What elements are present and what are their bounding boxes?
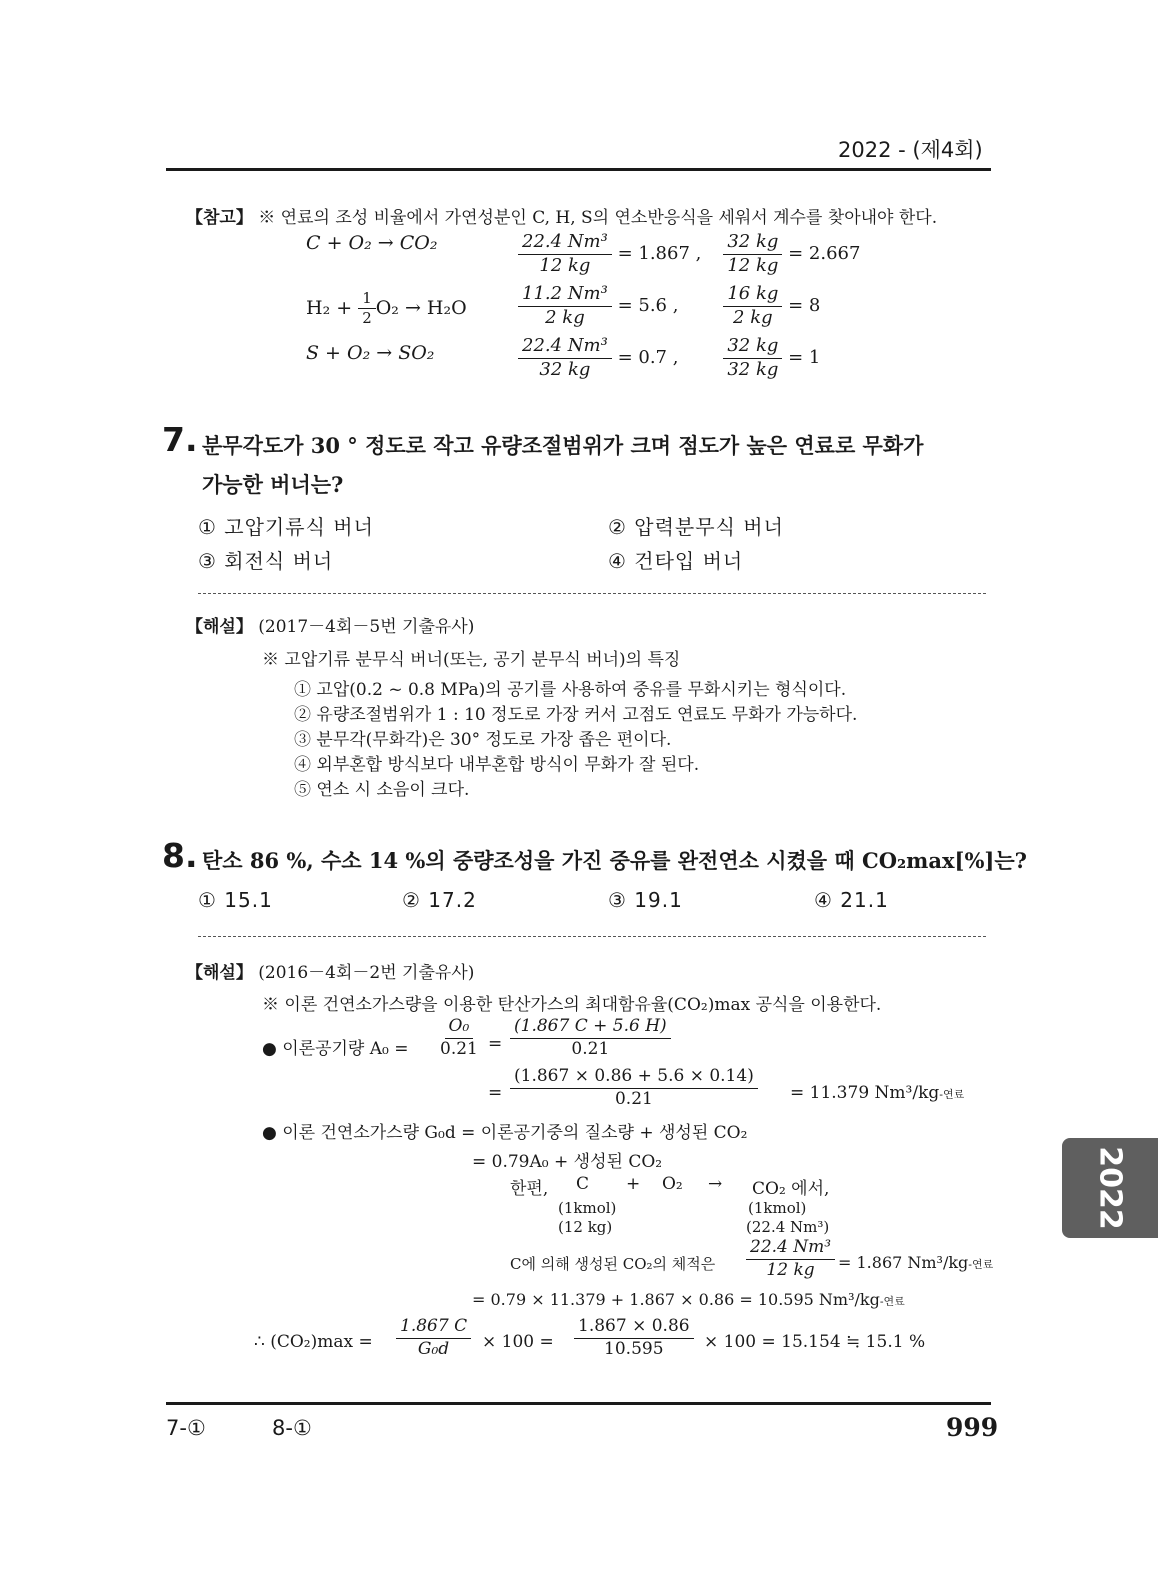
final-fraction-1: $\frac{1.867 C}{\text{G₀d}}$ (396, 1317, 471, 1359)
side-tab-label: 2022 (1092, 1146, 1128, 1230)
q7-explanation-intro: ※ 고압기류 분무식 버너(또는, 공기 분무식 버너)의 특징 (262, 650, 681, 670)
reference-row-2-values (518, 284, 820, 328)
fraction: $\frac{\text{22.4 Nm³}}{32 kg}$ (518, 336, 612, 380)
q7-option-1[interactable]: ① 고압기류식 버너 (198, 515, 374, 539)
q7-option-3[interactable]: ③ 회전식 버너 (198, 549, 334, 573)
reaction-arrow: → (708, 1174, 723, 1194)
a0-fraction-2: $\frac{(1.867 C + 5.6 H)}{0.21}$ (510, 1017, 671, 1059)
g0d-line-2: = 0.79A₀ + 생성된 CO₂ (472, 1152, 663, 1172)
co2-volume-fraction: $\frac{\text{22.4 Nm³}}{12 kg}$ (746, 1238, 835, 1280)
g0d-calculation: = 0.79 × 11.379 + 1.867 × 0.86 = 10.595 Nm³/kg-연료 (472, 1290, 905, 1309)
fraction: $\frac{\text{11.2 Nm³}}{2 kg}$ (518, 284, 612, 328)
q7-option-2[interactable]: ② 압력분무식 버너 (608, 515, 784, 539)
reaction-co2-vol: (22.4 Nm³) (746, 1218, 830, 1236)
reaction-c-mass: (12 kg) (558, 1218, 613, 1236)
equals: = (488, 1034, 503, 1054)
page-number: 999 (946, 1413, 999, 1442)
fraction: $\frac{32 kg}{12 kg}$ (723, 232, 782, 276)
value: = 1.867 , (617, 243, 702, 265)
header-rule (166, 168, 991, 171)
reaction-o2: O₂ (662, 1174, 683, 1194)
explanation-source: (2016－4회－2번 기출유사) (258, 963, 475, 983)
reaction-head: 한편, (510, 1179, 549, 1199)
reference-row-3-values (518, 336, 820, 380)
divider (198, 936, 986, 937)
value: = 0.7 , (617, 347, 679, 369)
q8-option-4[interactable]: ④ 21.1 (814, 888, 889, 912)
fraction: $\frac{\text{22.4 Nm³}}{12 kg}$ (518, 232, 612, 276)
reaction-co2: CO₂ 에서, (752, 1179, 830, 1199)
fraction: $\frac{16 kg}{2 kg}$ (723, 284, 782, 328)
reference-row-1-values (518, 232, 860, 276)
fraction: $\frac{32 kg}{32 kg}$ (723, 336, 782, 380)
divider (198, 593, 986, 594)
a0-fraction-3: $\frac{(1.867 \times 0.86 + 5.6 \times 0.14)}{0.21}$ (510, 1067, 758, 1109)
half-fraction: $\frac{1}{2}$ (358, 290, 376, 328)
final-fraction-2: $\frac{1.867 \times 0.86}{10.595}$ (574, 1317, 694, 1359)
equation-s: S + O₂ → SO₂ (306, 342, 435, 364)
a0-fraction-1: $\frac{\text{O₀}}{0.21}$ (440, 1016, 478, 1059)
q7-explanation-head (186, 612, 474, 637)
q8-option-2[interactable]: ② 17.2 (402, 888, 477, 912)
q7-explanation-item-5: ⑤ 연소 시 소음이 크다. (294, 780, 470, 800)
reaction-plus: + (626, 1174, 641, 1194)
reference-row-2: H₂ + $\frac{1}{2}$ O₂ → H₂O (306, 289, 467, 328)
a0-result: = 11.379 Nm³/kg-연료 (790, 1083, 965, 1103)
equation-c: C + O₂ → CO₂ (306, 232, 438, 254)
q8-option-1[interactable]: ① 15.1 (198, 888, 273, 912)
question-7-text: 분무각도가 30 ° 정도로 작고 유량조절범위가 크며 점도가 높은 연료로 무화가 (202, 433, 924, 458)
question-7-text-2: 가능한 버너는? (202, 472, 344, 497)
co2-volume-text: C에 의해 생성된 CO₂의 체적은 (510, 1255, 716, 1273)
explanation-label: 【해설】 (186, 617, 253, 637)
g0d-label: ● 이론 건연소가스량 G₀d = 이론공기중의 질소량 + 생성된 CO₂ (262, 1123, 748, 1143)
q7-explanation-item-2: ② 유량조절범위가 1 : 10 정도로 가장 커서 고점도 연료도 무화가 가능하다. (294, 705, 858, 725)
q7-explanation-item-3: ③ 분무각(무화각)은 30° 정도로 가장 좁은 편이다. (294, 730, 672, 750)
explanation-label: 【해설】 (186, 963, 253, 983)
q7-option-4[interactable]: ④ 건타입 버너 (608, 549, 744, 573)
reference-block (186, 203, 937, 228)
a0-label: ● 이론공기량 A₀ = (262, 1039, 409, 1059)
value: = 8 (788, 295, 821, 317)
final-result: × 100 = 15.154 ≒ 15.1 % (704, 1332, 926, 1352)
reference-label: 【참고】 (186, 208, 253, 228)
question-7-number: 7. (162, 420, 198, 459)
q7-explanation-item-1: ① 고압(0.2 ~ 0.8 MPa)의 공기를 사용하여 중유를 무화시키는 형식이다. (294, 680, 847, 700)
reaction-co2-mol: (1kmol) (748, 1199, 807, 1217)
co2-volume-result: = 1.867 Nm³/kg-연료 (838, 1253, 994, 1272)
reference-row-3 (306, 342, 434, 364)
q8-option-3[interactable]: ③ 19.1 (608, 888, 683, 912)
answer-7: 7-① (166, 1416, 206, 1440)
value: = 1 (788, 347, 821, 369)
reaction-c-mol: (1kmol) (558, 1199, 617, 1217)
explanation-source: (2017－4회－5번 기출유사) (258, 617, 475, 637)
q7-explanation-item-4: ④ 외부혼합 방식보다 내부혼합 방식이 무화가 잘 된다. (294, 755, 700, 775)
reference-row-1 (306, 232, 516, 254)
equals: = (488, 1083, 503, 1103)
value: = 5.6 , (617, 295, 679, 317)
reference-note: ※ 연료의 조성 비율에서 가연성분인 C, H, S의 연소반응식을 세워서 계수를 찾아내야 한다. (258, 208, 938, 228)
header-title: 2022 - (제4회) (838, 138, 983, 162)
question-8-number: 8. (162, 836, 198, 875)
final-middle: × 100 = (482, 1332, 554, 1352)
value: = 2.667 (788, 243, 861, 265)
reaction-c: C (576, 1174, 590, 1194)
q8-explanation-head (186, 958, 474, 983)
q8-explanation-intro: ※ 이론 건연소가스량을 이용한 탄산가스의 최대함유율(CO₂)max 공식을 이용한다. (262, 995, 882, 1015)
footer-rule (166, 1402, 991, 1405)
answer-8: 8-① (272, 1416, 312, 1440)
final-prefix: ∴ (CO₂)max = (254, 1332, 373, 1352)
question-8-text: 탄소 86 %, 수소 14 %의 중량조성을 가진 중유를 완전연소 시켰을 때 CO₂max[%]는? (202, 848, 1027, 873)
side-tab (1062, 1138, 1158, 1238)
